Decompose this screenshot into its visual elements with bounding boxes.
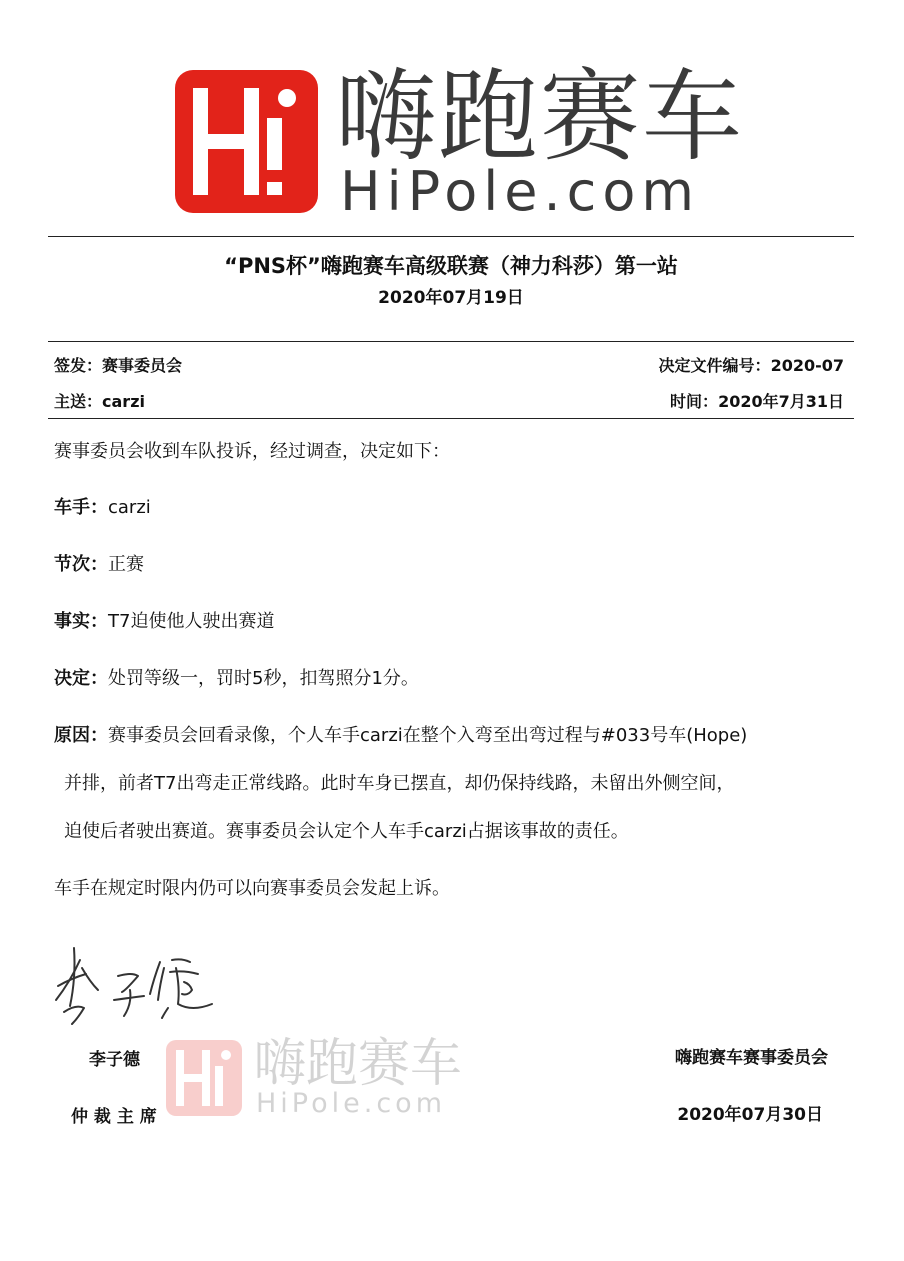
session-value: 正赛 (108, 554, 144, 575)
logo-hi-mark (175, 70, 318, 213)
handwritten-signature (52, 938, 222, 1028)
signing-date: 2020年07月30日 (677, 1105, 823, 1125)
reason-row (54, 724, 747, 748)
reason-line-1: 赛事委员会回看录像，个人车手carzi在整个入弯至出弯过程与#033号车(Hope) (108, 725, 748, 746)
decision-value: 处罚等级一，罚时5秒，扣驾照分1分。 (108, 668, 419, 689)
event-date: 2020年07月19日 (378, 288, 524, 308)
session-label: 节次： (54, 554, 108, 575)
logo-chinese-name: 嗨跑赛车 (336, 58, 744, 175)
intro-text: 赛事委员会收到车队投诉，经过调查，决定如下： (54, 441, 450, 462)
fact-label: 事实： (54, 611, 108, 632)
decision-row (54, 667, 419, 691)
watermark-hi-mark (166, 1040, 242, 1116)
reason-label: 原因： (54, 725, 108, 746)
doc-number-value: 2020-07 (770, 356, 844, 375)
watermark-domain: HiPole.com (256, 1088, 447, 1119)
document-title: “PNS杯”嗨跑赛车高级联赛（神力科莎）第一站 (224, 254, 678, 278)
recipient-label: 主送： (54, 392, 103, 411)
driver-label: 车手： (54, 497, 108, 518)
fact-row (54, 610, 274, 634)
logo-domain: HiPole.com (340, 160, 701, 223)
doc-number-label: 决定文件编号： (658, 356, 771, 375)
time-value: 2020年7月31日 (718, 392, 844, 411)
reason-line-3: 迫使后者驶出赛道。赛事委员会认定个人车手carzi占据该事故的责任。 (64, 821, 629, 842)
meta-bottom-rule (48, 418, 854, 419)
header-top-rule (48, 236, 854, 237)
decision-label: 决定： (54, 668, 108, 689)
reason-line-2: 并排，前者T7出弯走正常线路。此时车身已摆直，却仍保持线路，未留出外侧空间， (64, 773, 735, 794)
time-row (670, 392, 844, 412)
signatory-name: 李子德 (89, 1050, 140, 1070)
fact-value: T7迫使他人驶出赛道 (108, 611, 275, 632)
issuer-value: 赛事委员会 (102, 356, 183, 375)
logo-hi-glyph (175, 70, 318, 213)
issuer-label: 签发： (54, 356, 103, 375)
issuer-row (54, 356, 182, 376)
doc-number-row (659, 356, 844, 376)
driver-value: carzi (108, 497, 151, 518)
signatory-role: 仲 裁 主 席 (71, 1107, 157, 1127)
recipient-value: carzi (102, 392, 145, 411)
watermark-chinese-name: 嗨跑赛车 (254, 1034, 463, 1094)
watermark-hi-glyph (166, 1040, 242, 1116)
recipient-row (54, 392, 145, 412)
header-bottom-rule (48, 341, 854, 342)
time-label: 时间： (670, 392, 719, 411)
session-row (54, 553, 144, 577)
issuing-organization: 嗨跑赛车赛事委员会 (675, 1048, 828, 1068)
appeal-text: 车手在规定时限内仍可以向赛事委员会发起上诉。 (54, 878, 450, 899)
driver-row (54, 496, 151, 520)
